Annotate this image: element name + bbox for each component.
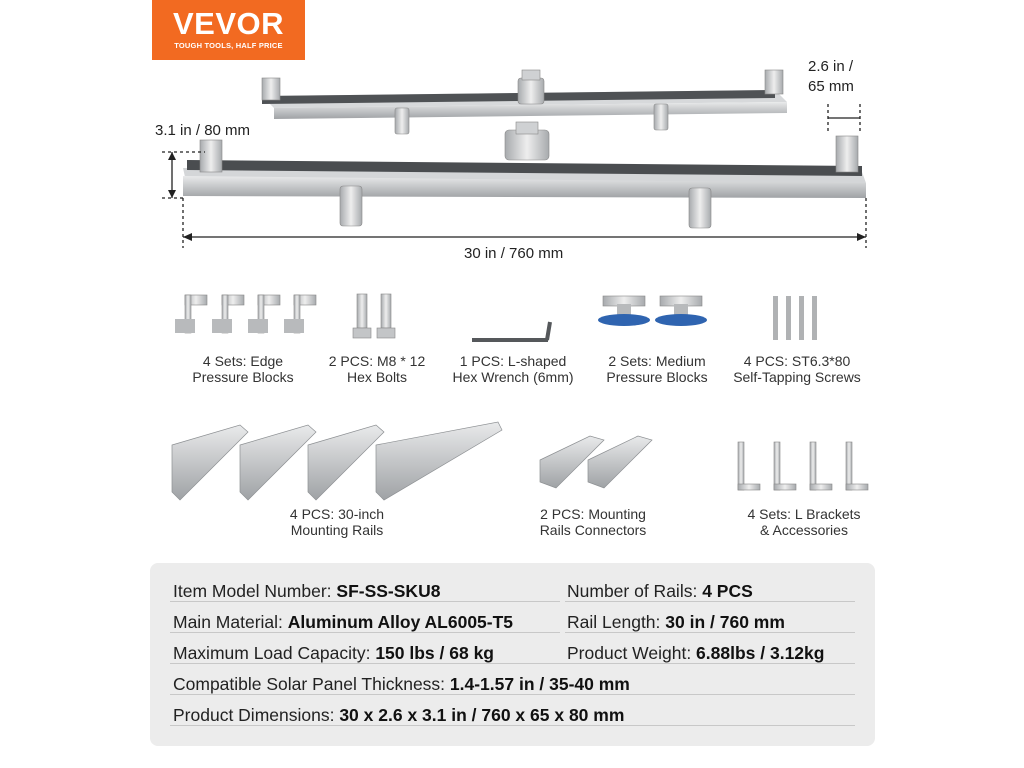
spec-divider [565,601,855,602]
spec-divider [170,725,855,726]
spec-rail-length: Rail Length: 30 in / 760 mm [567,612,785,632]
mounting-rails [172,422,502,500]
height-dimension-label: 3.1 in / 80 mm [155,122,251,139]
spec-dimensions: Product Dimensions: 30 x 2.6 x 3.1 in / 760 x 65 x 80 mm [173,705,625,725]
rail-assembly-front [183,122,866,228]
part-caption-connectors: 2 PCS: Mounting Rails Connectors [539,506,647,538]
spec-divider [170,663,855,664]
spec-divider [170,601,560,602]
spec-material: Main Material: Aluminum Alloy AL6005-T5 [173,612,514,632]
part-caption-hex-bolts: 2 PCS: M8 * 12 Hex Bolts [328,353,426,385]
spec-rails: Number of Rails: 4 PCS [567,581,753,601]
spec-divider [170,632,560,633]
hex-bolts [353,294,395,338]
part-caption-medium-blocks: 2 Sets: Medium Pressure Blocks [606,353,708,385]
brand-name: VEVOR [172,6,285,41]
brand-tagline: TOUGH TOOLS, HALF PRICE [174,41,283,50]
spec-weight: Product Weight: 6.88lbs / 3.12kg [567,643,825,663]
self-tapping-screws [773,296,817,340]
spec-divider [565,632,855,633]
part-caption-l-brackets: 4 Sets: L Brackets & Accessories [747,506,861,538]
width-dimension-mm-label: 65 mm [808,78,854,95]
l-brackets [738,442,868,490]
part-caption-screws: 4 PCS: ST6.3*80 Self-Tapping Screws [733,353,861,385]
width-dimension-label: 2.6 in / [808,58,854,75]
part-caption-rails: 4 PCS: 30-inch Mounting Rails [289,506,385,538]
spec-divider [170,694,855,695]
edge-pressure-blocks [175,295,316,333]
spec-model: Item Model Number: SF-SS-SKU8 [173,581,441,601]
hex-wrench [472,322,550,340]
rail-connectors [540,436,652,488]
part-caption-hex-wrench: 1 PCS: L-shaped Hex Wrench (6mm) [452,353,574,385]
spec-thickness: Compatible Solar Panel Thickness: 1.4-1.57 in / 35-40 mm [173,674,630,694]
length-dimension-label: 30 in / 760 mm [464,245,564,262]
part-caption-edge-blocks: 4 Sets: Edge Pressure Blocks [192,353,294,385]
medium-pressure-blocks [598,296,707,326]
spec-load: Maximum Load Capacity: 150 lbs / 68 kg [173,643,494,663]
